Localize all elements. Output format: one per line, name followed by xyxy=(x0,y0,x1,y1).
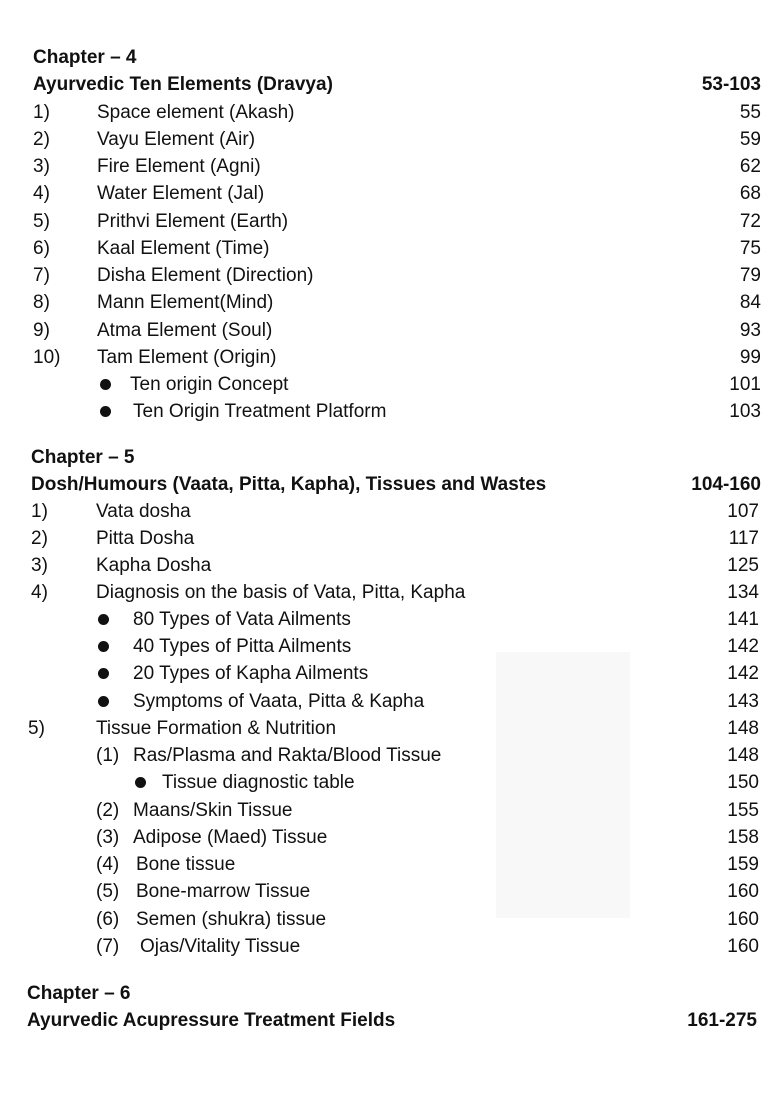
entry-page: 107 xyxy=(727,501,759,522)
entry-number: (3) xyxy=(96,827,120,848)
entry-label: Fire Element (Agni) xyxy=(97,156,261,177)
entry-page: 160 xyxy=(727,881,759,902)
entry-page: 117 xyxy=(728,528,759,549)
entry-number: 2) xyxy=(33,129,50,150)
entry-page: 103 xyxy=(729,401,761,422)
entry-label: Kapha Dosha xyxy=(96,555,212,576)
entry-label: Tissue Formation & Nutrition xyxy=(96,718,337,739)
entry-page: 79 xyxy=(739,265,761,286)
entry-label: Ten origin Concept xyxy=(130,374,289,395)
toc-entry xyxy=(31,498,759,525)
entry-number: 3) xyxy=(31,555,48,576)
entry-page: 59 xyxy=(739,129,761,150)
entry-label: Semen (shukra) tissue xyxy=(136,909,327,930)
bullet-icon xyxy=(135,777,146,788)
bullet-icon xyxy=(98,641,109,652)
entry-page: 93 xyxy=(739,320,761,341)
entry-number: 1) xyxy=(33,102,50,123)
entry-page: 159 xyxy=(727,854,759,875)
chapter-heading-text: Chapter – 6 xyxy=(27,983,131,1004)
entry-label: 20 Types of Kapha Ailments xyxy=(133,663,369,684)
entry-number: (1) xyxy=(96,745,120,766)
entry-label: 80 Types of Vata Ailments xyxy=(133,609,351,630)
entry-page: 143 xyxy=(727,691,759,712)
entry-page: 142 xyxy=(727,663,759,684)
entry-number: 6) xyxy=(33,238,50,259)
toc-sub-entry xyxy=(96,878,759,905)
entry-page: 75 xyxy=(739,238,761,259)
toc-sub-entry xyxy=(96,933,759,960)
entry-label: Maans/Skin Tissue xyxy=(133,800,293,821)
entry-label: Kaal Element (Time) xyxy=(97,238,270,259)
entry-label: Pitta Dosha xyxy=(96,528,195,549)
entry-number: 5) xyxy=(28,718,45,739)
entry-page: 125 xyxy=(727,555,759,576)
bullet-icon xyxy=(100,406,111,417)
chapter-page-range: 161-275 xyxy=(687,1010,757,1031)
entry-page: 155 xyxy=(727,800,759,821)
entry-label: Vata dosha xyxy=(96,501,191,522)
chapter-6-title-row xyxy=(27,1007,757,1034)
entry-label: Atma Element (Soul) xyxy=(97,320,273,341)
entry-label: Diagnosis on the basis of Vata, Pitta, Kapha xyxy=(96,582,466,603)
entry-page: 160 xyxy=(727,909,759,930)
toc-entry xyxy=(31,525,759,552)
entry-page: 62 xyxy=(739,156,761,177)
toc-sub-entry xyxy=(96,906,759,933)
entry-label: Prithvi Element (Earth) xyxy=(97,211,289,232)
toc-entry xyxy=(33,262,761,289)
chapter-5-heading xyxy=(31,444,331,471)
chapter-page-range: 104-160 xyxy=(691,474,761,495)
toc-entry xyxy=(28,715,759,742)
toc-entry xyxy=(33,208,761,235)
toc-entry xyxy=(33,180,761,207)
entry-number: 9) xyxy=(33,320,50,341)
toc-sub-entry xyxy=(96,824,759,851)
entry-label: Bone-marrow Tissue xyxy=(136,881,311,902)
entry-page: 142 xyxy=(727,636,759,657)
chapter-5-title-row xyxy=(31,471,761,498)
entry-page: 84 xyxy=(739,292,761,313)
toc-bullet-entry xyxy=(96,769,759,796)
entry-number: 4) xyxy=(31,582,48,603)
toc-bullet-entry xyxy=(31,606,759,633)
chapter-4-title-row xyxy=(33,71,761,98)
entry-page: 99 xyxy=(739,347,761,368)
entry-page: 148 xyxy=(727,745,759,766)
entry-label: Water Element (Jal) xyxy=(97,183,265,204)
toc-bullet-entry xyxy=(33,371,761,398)
toc-sub-entry xyxy=(96,797,759,824)
chapter-title: Ayurvedic Acupressure Treatment Fields xyxy=(27,1010,396,1031)
toc-sub-entry xyxy=(96,851,759,878)
entry-label: Tissue diagnostic table xyxy=(162,772,355,793)
bullet-icon xyxy=(98,668,109,679)
toc-entry xyxy=(33,235,761,262)
entry-number: 10) xyxy=(33,347,61,368)
entry-page: 158 xyxy=(727,827,759,848)
toc-entry xyxy=(31,552,759,579)
entry-label: Disha Element (Direction) xyxy=(97,265,314,286)
chapter-4-heading xyxy=(33,44,333,71)
chapter-title: Dosh/Humours (Vaata, Pitta, Kapha), Tissues and Wastes xyxy=(31,474,547,495)
entry-page: 55 xyxy=(739,102,761,123)
bullet-icon xyxy=(98,614,109,625)
bullet-icon xyxy=(100,379,111,390)
entry-label: Mann Element(Mind) xyxy=(97,292,274,313)
bullet-icon xyxy=(98,696,109,707)
toc-sub-entry xyxy=(96,742,759,769)
entry-page: 101 xyxy=(729,374,761,395)
entry-label: Adipose (Maed) Tissue xyxy=(133,827,328,848)
entry-page: 68 xyxy=(739,183,761,204)
entry-number: 8) xyxy=(33,292,50,313)
toc-bullet-entry xyxy=(31,688,759,715)
entry-label: Space element (Akash) xyxy=(97,102,295,123)
toc-entry xyxy=(33,289,761,316)
entry-page: 141 xyxy=(727,609,759,630)
entry-number: 7) xyxy=(33,265,50,286)
chapter-heading-text: Chapter – 4 xyxy=(33,47,137,68)
toc-bullet-entry xyxy=(33,398,761,425)
entry-number: (6) xyxy=(96,909,120,930)
entry-label: 40 Types of Pitta Ailments xyxy=(133,636,352,657)
chapter-page-range: 53-103 xyxy=(701,74,761,95)
entry-number: 5) xyxy=(33,211,50,232)
entry-number: 4) xyxy=(33,183,50,204)
toc-entry xyxy=(33,344,761,371)
chapter-title: Ayurvedic Ten Elements (Dravya) xyxy=(33,74,333,95)
entry-page: 148 xyxy=(727,718,759,739)
entry-number: 1) xyxy=(31,501,48,522)
entry-page: 150 xyxy=(727,772,759,793)
entry-label: Bone tissue xyxy=(136,854,236,875)
entry-number: (5) xyxy=(96,881,120,902)
entry-label: Ras/Plasma and Rakta/Blood Tissue xyxy=(133,745,442,766)
toc-bullet-entry xyxy=(31,660,759,687)
entry-label: Ten Origin Treatment Platform xyxy=(133,401,387,422)
entry-number: (7) xyxy=(96,936,120,957)
chapter-6-heading xyxy=(27,980,327,1007)
entry-number: (4) xyxy=(96,854,120,875)
toc-bullet-entry xyxy=(31,633,759,660)
entry-page: 134 xyxy=(727,582,759,603)
entry-label: Symptoms of Vaata, Pitta & Kapha xyxy=(133,691,425,712)
toc-entry xyxy=(33,99,761,126)
entry-label: Tam Element (Origin) xyxy=(97,347,277,368)
entry-number: 3) xyxy=(33,156,50,177)
entry-number: 2) xyxy=(31,528,48,549)
toc-entry xyxy=(31,579,759,606)
toc-entry xyxy=(33,317,761,344)
chapter-heading-text: Chapter – 5 xyxy=(31,447,135,468)
entry-label: Vayu Element (Air) xyxy=(97,129,256,150)
entry-page: 160 xyxy=(727,936,759,957)
entry-number: (2) xyxy=(96,800,120,821)
entry-page: 72 xyxy=(739,211,761,232)
toc-entry xyxy=(33,126,761,153)
entry-label: Ojas/Vitality Tissue xyxy=(140,936,301,957)
toc-entry xyxy=(33,153,761,180)
